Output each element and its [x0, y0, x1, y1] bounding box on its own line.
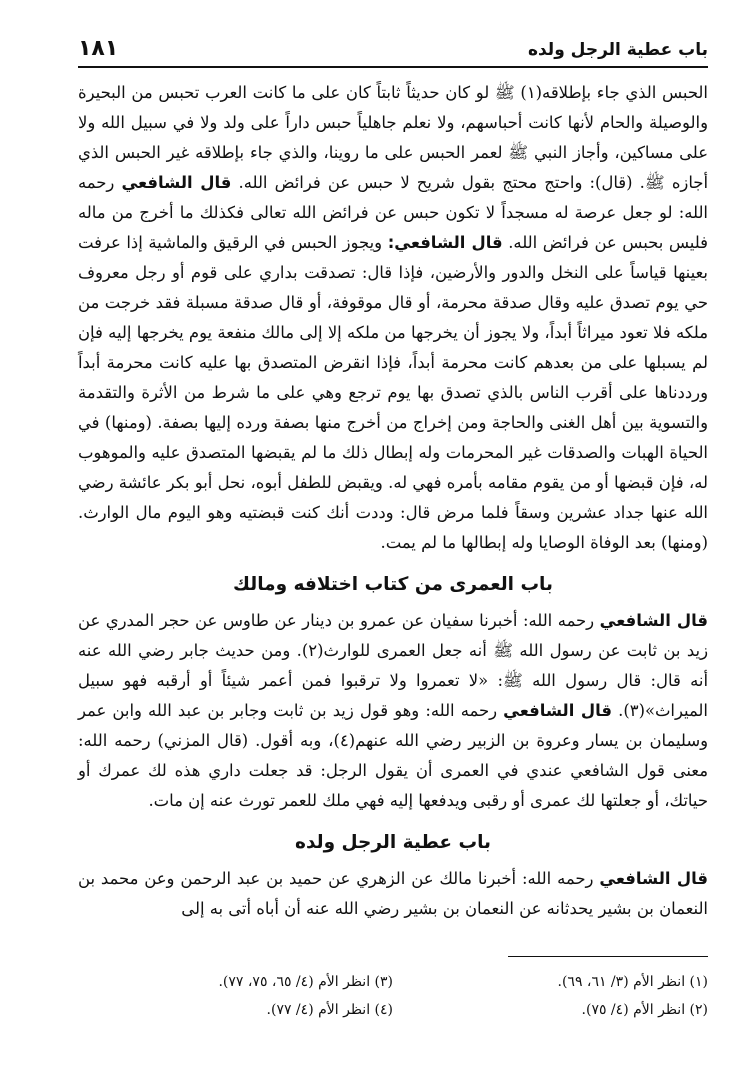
footnote-4: (٤) انظر الأم (٤/ ٧٧).	[266, 1002, 393, 1018]
paragraph-1-text: الحبس الذي جاء بإطلاقه(١) ﷺ لو كان حديثاً ثابتاً كان على ما كانت العرب تحبس من البحيرة والوصيلة والحام لأنها كانت أحباسهم، ولا نعلم جاهلياً حبس داراً على ولد ولا في سبيل الله ولا على مساكين، وأجاز النبي ﷺ لعمر الحبس على ما روينا، والذي جاء بإطلاقه غير الحبس الذي أجازه ﷺ. (قال): واحتج محتج بقول شريح لا حبس عن فرائض الله.	[78, 83, 708, 192]
speaker-label: قال الشافعي:	[387, 233, 503, 252]
speaker-label: قال الشافعي	[599, 611, 708, 630]
header-rule	[78, 66, 708, 68]
main-text	[78, 78, 708, 924]
paragraph-3	[78, 864, 708, 924]
section-heading-gift: باب عطية الرجل ولده	[295, 832, 491, 853]
paragraph-1	[78, 78, 708, 558]
paragraph-1-rest: ويجوز الحبس في الرقيق والماشية إذا عرفت بعينها قياساً على النخل والدور والأرضين، فإذا قال: تصدقت بداري على قوم أو رجل معروف حي يوم تصدق عليه وقال صدقة محرمة، أو قال موقوفة، أو قال صدقة مسبلة فقد خرجت من ملكه فلا تعود ميراثاً أبداً، ولا يجوز أن يخرجها من ملكه إلا إلى مالك منفعة يوم يخرجها إليه فإن لم يسبلها على من بعدهم كانت محرمة أبداً، فإذا انقرض المتصدق بها عليه كانت محرمة أبداً ورددناها على أقرب الناس بالذي تصدق بها يوم ترجع وهي على ما شرط من الأثرة والتقدمة والتسوية بين أهل الغنى والحاجة ومن إخراج من أخرج منها بصفة ورده إليها بصفة. (ومنها) في الحياة الهبات والصدقات غير المحرمات وله إبطال ذلك ما لم يقبضها المتصدق عليه والموهوب له، فإن قبضها أو من يقوم مقامه بأمره فهي له. ويقبض للطفل أبوه، نحل أبو بكر عائشة رضي الله عنها جداد عشرين وسقاً فلما مرض قال: وددت أنك كنت قبضتيه وهو اليوم مال الوارث. (ومنها) بعد الوفاة الوصايا وله إبطالها ما لم يمت.	[78, 233, 708, 552]
speaker-label: قال الشافعي	[599, 869, 708, 888]
document-page	[78, 26, 708, 1066]
running-title: باب عطية الرجل ولده	[527, 40, 708, 60]
footnote-1: (١) انظر الأم (٣/ ٦١، ٦٩).	[557, 974, 708, 990]
speaker-label: قال الشافعي	[121, 173, 232, 192]
footnotes	[78, 968, 708, 1024]
paragraph-1-speaker-text: رحمه الله: لو جعل عرصة له مسجداً لا تكون حبس عن فرائض الله تعالى فكذلك ما أخرج من ماله فليس بحبس عن فرائض الله.	[78, 173, 708, 252]
page-header	[78, 36, 708, 66]
paragraph-2	[78, 606, 708, 816]
speaker-label: قال الشافعي	[503, 701, 613, 720]
page-number: ١٨١	[78, 36, 119, 61]
footnote-3: (٣) انظر الأم (٤/ ٦٥، ٧٥، ٧٧).	[218, 974, 393, 990]
footnote-rule	[508, 956, 708, 957]
section-heading-umra: باب العمرى من كتاب اختلافه ومالك	[233, 574, 553, 595]
paragraph-3-text: رحمه الله: أخبرنا مالك عن الزهري عن حميد بن عبد الرحمن وعن محمد بن النعمان بن بشير يحدثانه عن النعمان بن بشير رضي الله عنه أن أباه أتى به إلى	[78, 869, 708, 918]
paragraph-2-text: رحمه الله: أخبرنا سفيان عن عمرو بن دينار عن طاوس عن حجر المدري عن زيد بن ثابت عن رسول الله ﷺ أنه جعل العمرى للوارث(٢). ومن حديث جابر رضي الله عنه أنه قال: قال رسول الله ﷺ: «لا تعمروا ولا ترقبوا فمن أعمر شيئاً أو أرقبه فهو سبيل الميراث»(٣).	[78, 611, 708, 720]
paragraph-2-rest: رحمه الله: وهو قول زيد بن ثابت وجابر بن عبد الله وابن عمر وسليمان بن يسار وعروة بن الزبير رضي الله عنهم(٤)، وبه أقول. (قال المزني) رحمه الله: معنى قول الشافعي عندي في العمرى أن يقول الرجل: قد جعلت داري هذه لك عمرك أو حياتك، أو جعلتها لك عمرى أو رقبى ويدفعها إليه فهي ملك للعمر تورث عنه إن مات.	[78, 701, 708, 810]
footnote-2: (٢) انظر الأم (٤/ ٧٥).	[581, 1002, 708, 1018]
